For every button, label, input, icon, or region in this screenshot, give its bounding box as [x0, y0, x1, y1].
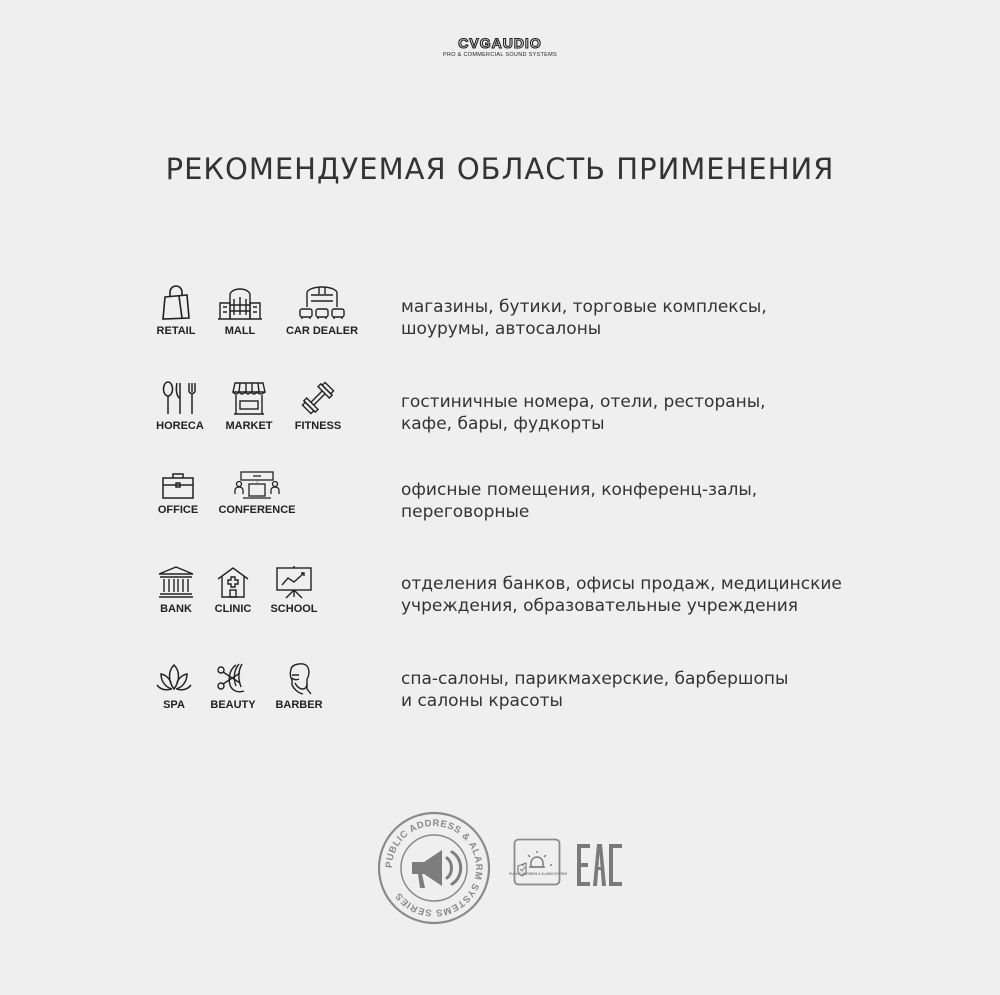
retail-icon [159, 285, 193, 321]
eac-certification-mark [575, 843, 625, 887]
svg-text:EAC: EAC [575, 843, 578, 844]
school-icon [274, 565, 314, 599]
svg-text:PRO & COMMERCIAL SOUND SYSTEMS: PRO & COMMERCIAL SOUND SYSTEMS [443, 52, 557, 58]
application-row-office [0, 470, 1000, 550]
application-row-spa [0, 661, 1000, 741]
market-item: MARKET [222, 380, 276, 432]
car-dealer-item: CAR DEALER [284, 285, 360, 337]
application-description: гостиничные номера, отели, рестораны, кафе, бары, фудкорты [401, 392, 766, 434]
retail-item: RETAIL [150, 285, 202, 337]
market-icon [231, 380, 267, 416]
svg-text:PUBLIC ADDRESS & ALARM SYSTEM: PUBLIC ADDRESS & ALARM SYSTEM [509, 872, 567, 876]
application-row-retail [0, 285, 1000, 365]
application-description: отделения банков, офисы продаж, медицинские учреждения, образовательные учреждения [401, 574, 842, 616]
application-description: спа-салоны, парикмахерские, барбершопы и салоны красоты [401, 669, 789, 711]
bank-item: BANK [151, 565, 201, 615]
conference-icon [233, 470, 281, 500]
application-row-bank [0, 565, 1000, 645]
mall-item: MALL [214, 285, 266, 337]
alarm-system-badge [509, 838, 567, 886]
fitness-icon [300, 380, 336, 416]
fitness-item: FITNESS [292, 380, 344, 432]
horeca-item: HORECA [154, 380, 206, 432]
office-icon [160, 470, 196, 500]
clinic-item: CLINIC [208, 565, 258, 615]
office-item: OFFICE [152, 470, 204, 516]
cvgaudio-logo [415, 36, 585, 58]
spa-icon [155, 661, 193, 695]
application-description: офисные помещения, конференц-залы, переговорные [401, 480, 758, 522]
spa-item: SPA [152, 661, 196, 711]
application-description: магазины, бутики, торговые комплексы, шоурумы, автосалоны [401, 297, 767, 339]
barber-icon [283, 661, 315, 695]
mall-icon [215, 285, 265, 321]
svg-text:CVGAUDIO: CVGAUDIO [458, 35, 542, 51]
barber-item: BARBER [270, 661, 328, 711]
horeca-icon [160, 380, 200, 416]
public-address-series-stamp [376, 810, 492, 926]
clinic-icon [216, 565, 250, 599]
application-row-horeca [0, 380, 1000, 460]
beauty-item: BEAUTY [206, 661, 260, 711]
car-dealer-icon [297, 285, 347, 321]
school-item: SCHOOL [268, 565, 320, 615]
beauty-icon [214, 661, 252, 695]
page-title: РЕКОМЕНДУЕМАЯ ОБЛАСТЬ ПРИМЕНЕНИЯ [165, 152, 835, 186]
conference-item: CONFERENCE [216, 470, 298, 516]
bank-icon [157, 565, 195, 599]
svg-text:PUBLIC ADDRESS & ALARM SYSTEMS: PUBLIC ADDRESS & ALARM SYSTEMS SERIES [383, 817, 485, 919]
